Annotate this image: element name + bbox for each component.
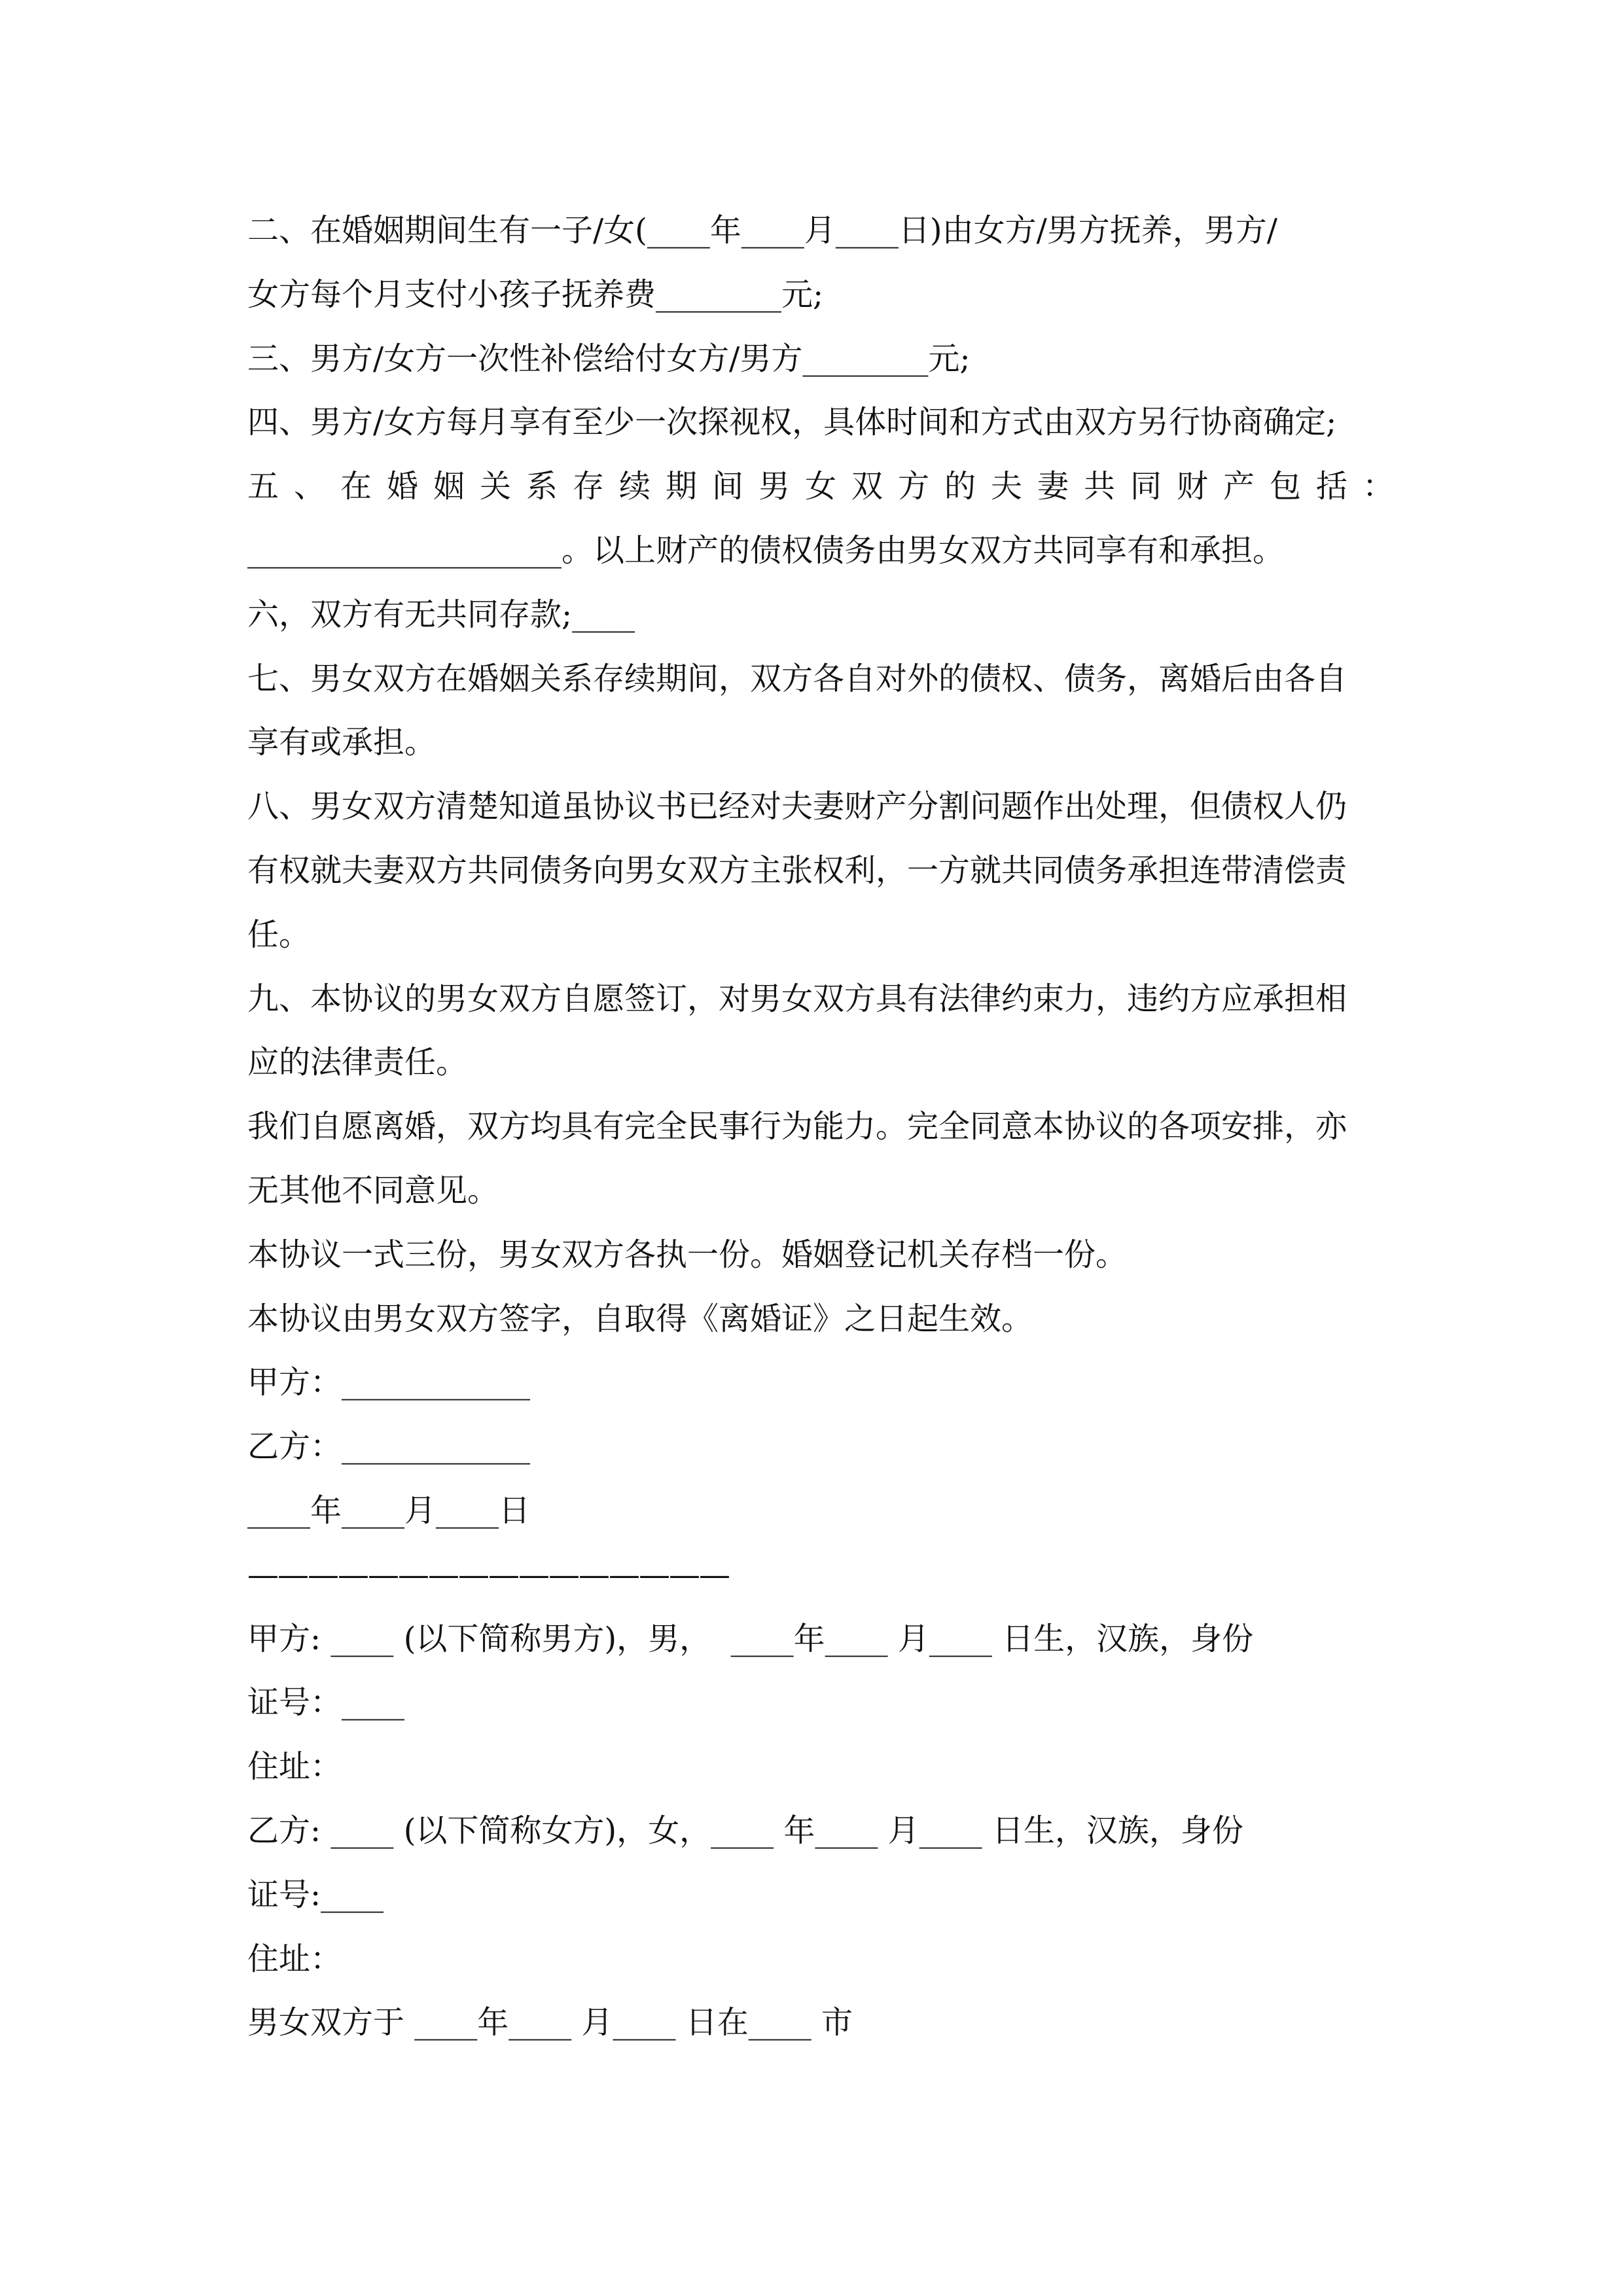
clause-7-line-1: 七、男女双方在婚姻关系存续期间，双方各自对外的债权、债务，离婚后由各自 (247, 660, 1347, 697)
clause-4: 四、男方/女方每月享有至少一次探视权，具体时间和方式由双方另行协商确定; (247, 404, 1337, 441)
clause-8-line-3: 任。 (247, 916, 311, 953)
party-a-id-number: 证号：____ (247, 1684, 405, 1721)
party-a-info-line-1: 甲方: ____ (以下简称男方)，男， ____年____ 月____ 日生，汉族，身份 (247, 1620, 1254, 1657)
signature-date: ____年____月____日 (247, 1492, 531, 1529)
effective-statement: 本协议由男女双方签字，自取得《离婚证》之日起生效。 (247, 1300, 1033, 1337)
separator-line: ———————————————— (247, 1556, 729, 1593)
clause-7-line-2: 享有或承担。 (247, 724, 437, 761)
document-page (247, 199, 1399, 2055)
party-a-address: 住址： (247, 1748, 342, 1785)
clause-9-line-2: 应的法律责任。 (247, 1044, 468, 1081)
declaration-line-2: 无其他不同意见。 (247, 1172, 499, 1209)
clause-5-line-2: ____________________。以上财产的债权债务由男女双方共同享有和承担。 (247, 531, 1285, 569)
clause-2-line-1: 二、在婚姻期间生有一子/女(____年____月____日)由女方/男方抚养，男方/ (247, 212, 1277, 249)
clause-9-line-1: 九、本协议的男女双方自愿签订，对男女双方具有法律约束力，违约方应承担相 (247, 980, 1347, 1017)
clause-3: 三、男方/女方一次性补偿给付女方/男方________元; (247, 340, 971, 377)
party-b-signature: 乙方：____________ (247, 1428, 531, 1465)
declaration-line-1: 我们自愿离婚，双方均具有完全民事行为能力。完全同意本协议的各项安排，亦 (247, 1108, 1347, 1145)
clause-8-line-2: 有权就夫妻双方共同债务向男女双方主张权利，一方就共同债务承担连带清偿责 (247, 852, 1347, 889)
clause-5-line-1: 五、在婚姻关系存续期间男女双方的夫妻共同财产包括： (247, 468, 1399, 505)
copies-statement: 本协议一式三份，男女双方各执一份。婚姻登记机关存档一份。 (247, 1236, 1128, 1273)
party-b-address: 住址： (247, 1940, 342, 1977)
clause-8-line-1: 八、男女双方清楚知道虽协议书已经对夫妻财产分割问题作出处理，但债权人仍 (247, 788, 1347, 825)
party-b-id-number: 证号:____ (247, 1876, 384, 1913)
clause-2-line-2: 女方每个月支付小孩子抚养费________元; (247, 276, 824, 313)
party-a-signature: 甲方：____________ (247, 1364, 531, 1401)
clause-6: 六，双方有无共同存款;____ (247, 596, 635, 633)
party-b-info-line-1: 乙方: ____ (以下简称女方)，女，____ 年____ 月____ 日生，汉族，身份 (247, 1812, 1243, 1849)
marriage-registration-line: 男女双方于 ____年____ 月____ 日在____ 市 (247, 2004, 853, 2041)
